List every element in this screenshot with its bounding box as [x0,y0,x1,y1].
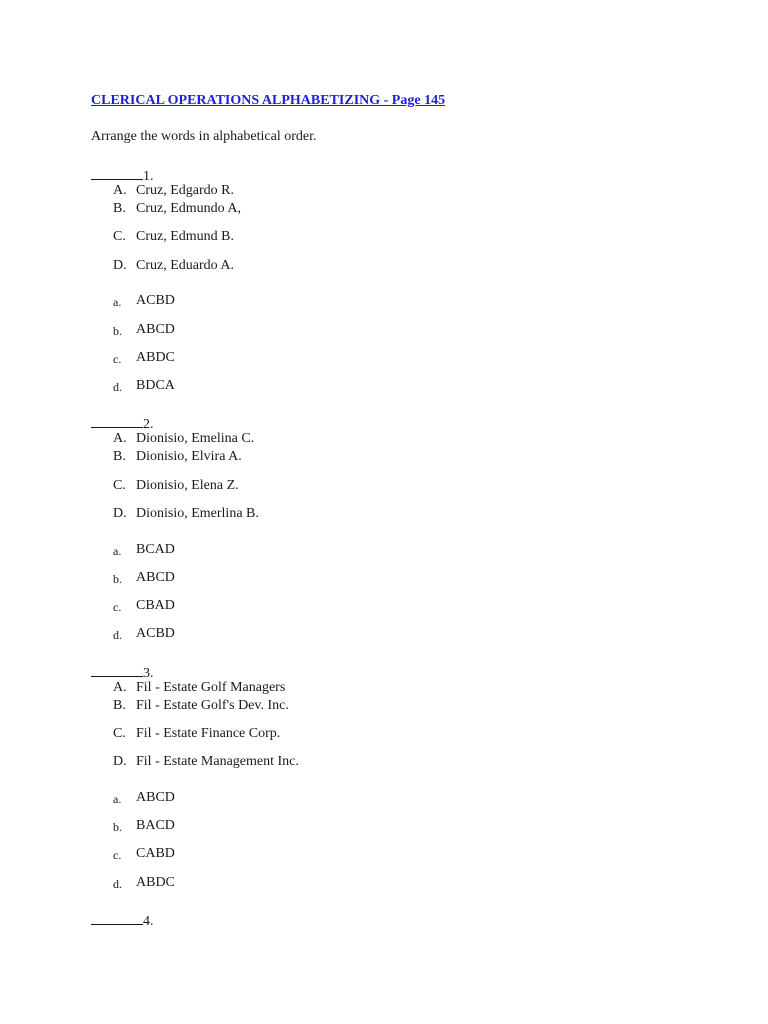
instructions: Arrange the words in alphabetical order. [91,129,317,144]
question-number: 4. [91,910,154,930]
document-page: CLERICAL OPERATIONS ALPHABETIZING - Page 145 Arrange the words in alphabetical order. 1. A. Cruz, Edgardo R. B. Cruz, Edmundo A, C. Cruz, Edmund B. D. Cruz, Eduardo A. a. ACBD b. ABCD c. ABDC d. BDCA 2. A. Dionisio, Emelina C. B. Dionisio, Elvira A. C. Dionisio, Elena Z. D. Dionisio, Emerlina B. a. BCAD b. ABCD c. CBAD d. ACBD 3. A. Fil - Estate Golf Managers B. Fil - Estate Golf's Dev. Inc. C. Fil - Estate Finance Corp. D. Fil - Estate Management Inc. a. ABCD b. BACD c. CABD d. ABDC 4. [91,93,446,929]
question-number: 2. [91,413,154,433]
answer-blank[interactable] [91,413,143,428]
question-number: 3. [91,662,154,682]
question-number: 1. [91,165,154,185]
answer-blank[interactable] [91,165,143,180]
answer-blank[interactable] [91,910,143,925]
page-title-link[interactable]: CLERICAL OPERATIONS ALPHABETIZING - Page 145 [91,93,446,108]
answer-blank[interactable] [91,662,143,677]
